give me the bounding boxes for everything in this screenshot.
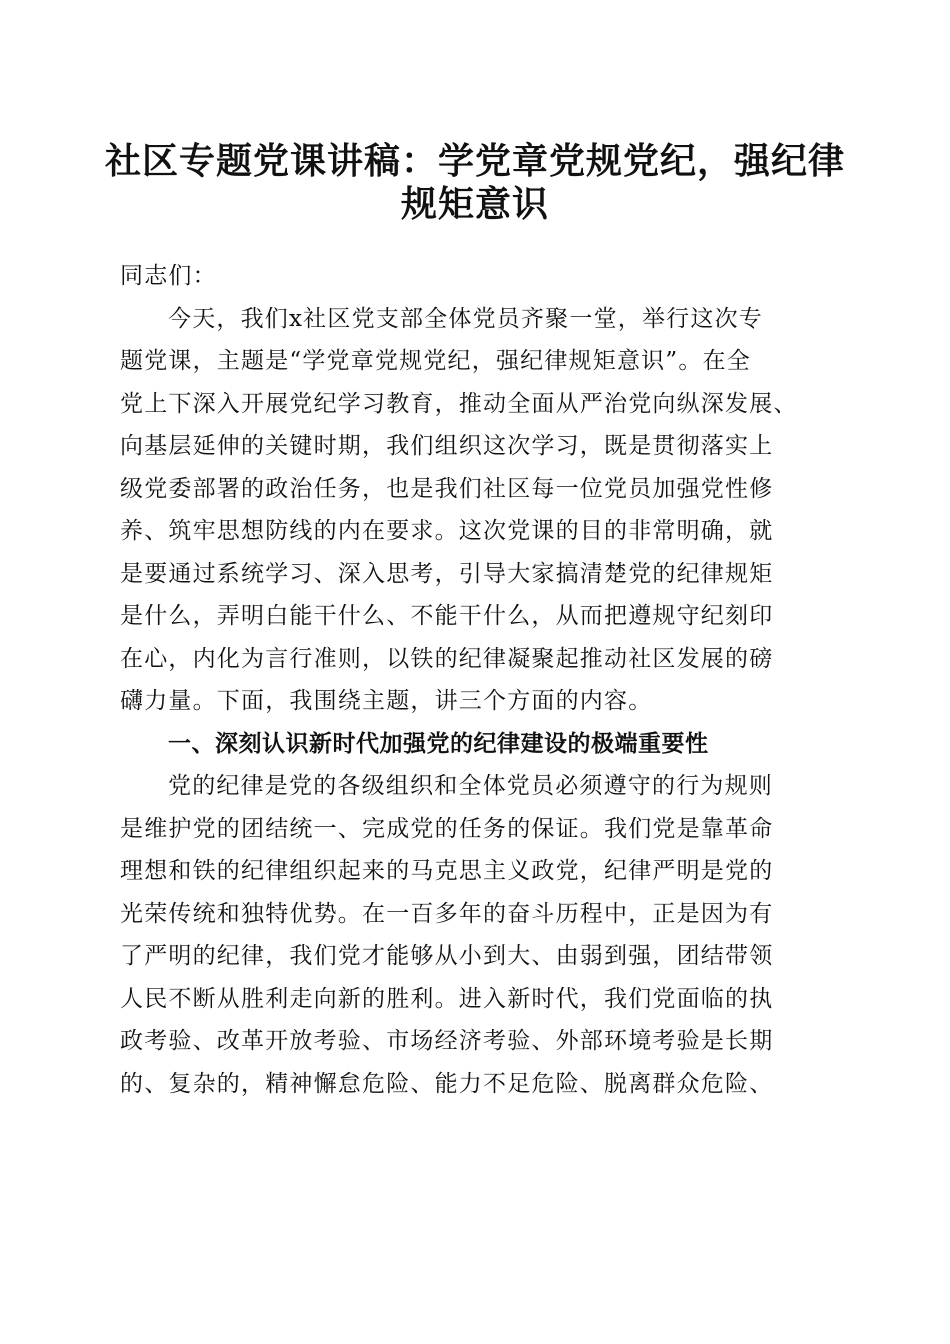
paragraph-2-line: 的、复杂的，精神懈怠危险、能力不足危险、脱离群众危险、 <box>120 1070 774 1097</box>
paragraph-1-line: 题党课，主题是“学党章党规党纪，强纪律规矩意识”。在全 <box>120 348 751 374</box>
section-1-heading: 一、深刻认识新时代加强党的纪律建设的极端重要性 <box>168 730 709 757</box>
paragraph-2-line: 是维护党的团结统一、完成党的任务的保证。我们党是靠革命 <box>120 815 774 842</box>
salutation: 同志们： <box>120 263 217 289</box>
paragraph-1-line: 礴力量。下面，我围绕主题，讲三个方面的内容。 <box>120 688 653 714</box>
title-line-2: 规矩意识 <box>400 182 549 225</box>
paragraph-2-line: 了严明的纪律，我们党才能够从小到大、由弱到强，团结带领 <box>120 943 774 969</box>
paragraph-1-line: 今天，我们x社区党支部全体党员齐聚一堂，举行这次专 <box>168 305 763 332</box>
paragraph-1-line: 向基层延伸的关键时期，我们组织这次学习，既是贯彻落实上 <box>120 433 774 459</box>
paragraph-2-line: 党的纪律是党的各级组织和全体党员必须遵守的行为规则 <box>168 773 773 799</box>
paragraph-2-line: 政考验、改革开放考验、市场经济考验、外部环境考验是长期 <box>120 1028 774 1054</box>
paragraph-1-line: 在心，内化为言行准则，以铁的纪律凝聚起推动社区发展的磅 <box>120 645 774 672</box>
paragraph-1 <box>120 298 830 723</box>
paragraph-1-line: 党上下深入开展党纪学习教育，推动全面从严治党向纵深发展、 <box>120 390 798 417</box>
title-line-1: 社区专题党课讲稿：学党章党规党纪，强纪律 <box>104 140 845 182</box>
paragraph-2 <box>120 765 830 1105</box>
paragraph-1-line: 级党委部署的政治任务，也是我们社区每一位党员加强党性修 <box>120 475 774 502</box>
paragraph-1-line: 是要通过系统学习、深入思考，引导大家搞清楚党的纪律规矩 <box>120 560 774 587</box>
paragraph-2-line: 光荣传统和独特优势。在一百多年的奋斗历程中，正是因为有 <box>120 900 774 927</box>
paragraph-2-line: 理想和铁的纪律组织起来的马克思主义政党，纪律严明是党的 <box>120 858 774 884</box>
paragraph-2-line: 人民不断从胜利走向新的胜利。进入新时代，我们党面临的执 <box>120 985 774 1012</box>
document-title <box>100 136 850 225</box>
paragraph-1-line: 是什么，弄明白能干什么、不能干什么，从而把遵规守纪刻印 <box>120 603 774 629</box>
paragraph-1-line: 养、筑牢思想防线的内在要求。这次党课的目的非常明确，就 <box>120 518 774 544</box>
document-body <box>120 255 830 1105</box>
